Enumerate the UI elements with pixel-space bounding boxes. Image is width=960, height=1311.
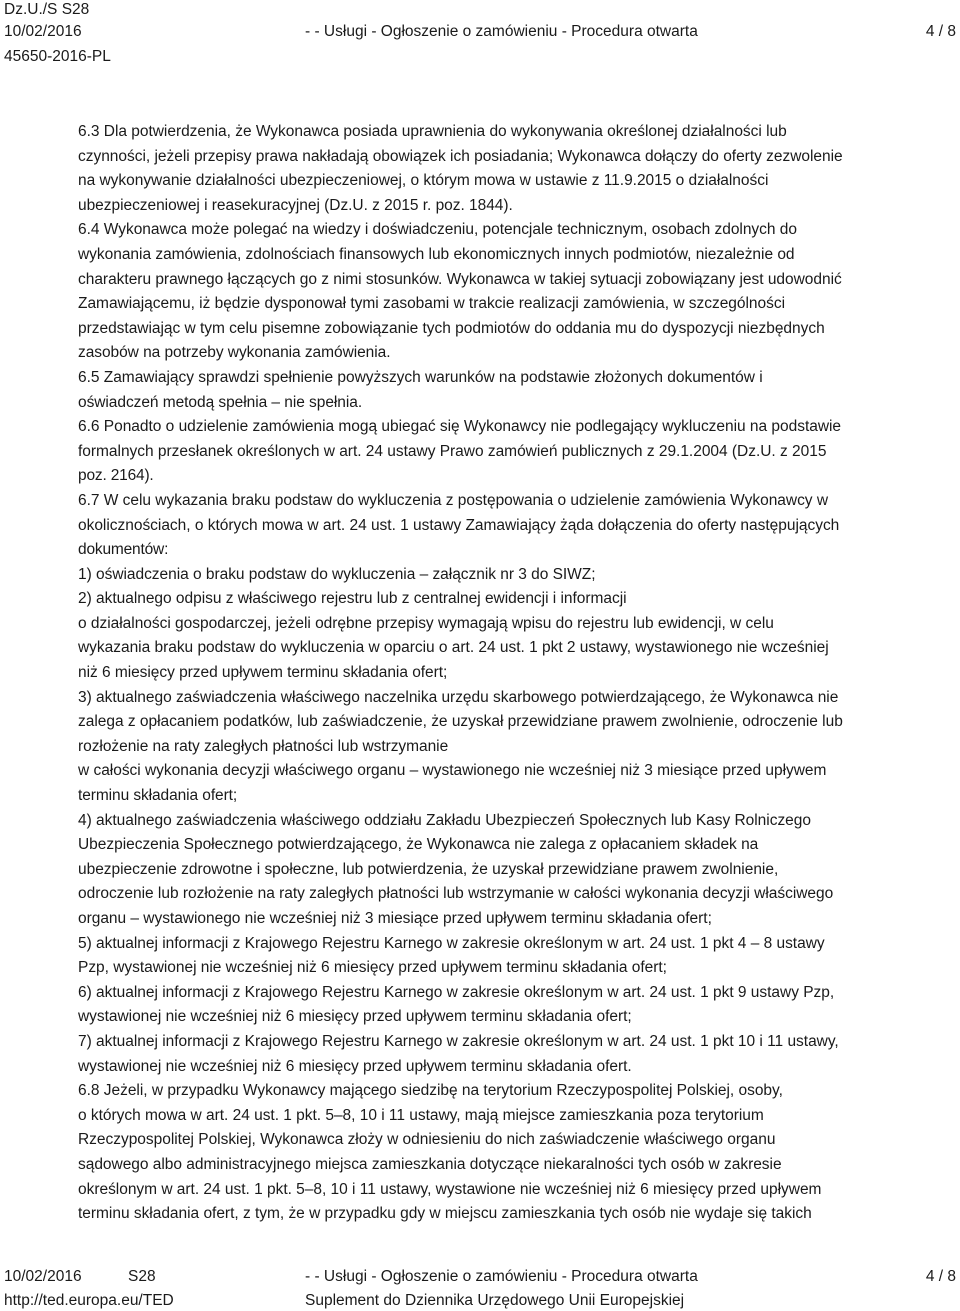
body-line: 6.3 Dla potwierdzenia, że Wykonawca posiada uprawnienia do wykonywania określonej działalności lub (78, 123, 787, 140)
footer-title: - - Usługi - Ogłoszenie o zamówieniu - Procedura otwarta (305, 1268, 698, 1285)
body-line: charakteru prawnego łączących go z nimi stosunków. Wykonawca w takiej sytuacji zobowiązany jest udowodnić (78, 270, 842, 288)
header-date: 10/02/2016 (4, 23, 82, 40)
body-line: odroczenie lub rozłożenie na raty zaległych płatności lub wstrzymanie w całości wykonania decyzji właściwego (78, 885, 834, 903)
doc-ref: Dz.U./S S28 (4, 1, 90, 18)
body-line: zalega z opłacaniem podatków, lub zaświadczenie, że uzyskał przewidziane prawem zwolnienie, odroczenie lub (78, 713, 843, 731)
body-line: Rzeczypospolitej Polskiej, Wykonawca złoży w odniesieniu do nich zaświadczenie właściwego organu (78, 1131, 776, 1149)
body-line: 5) aktualnej informacji z Krajowego Rejestru Karnego w zakresie określonym w art. 24 ust. 1 pkt 4 – 8 ustawy (78, 934, 825, 952)
body-line: formalnych przesłanek określonych w art. 24 ustawy Prawo zamówień publicznych z 29.1.2004 (Dz.U. z 2015 (78, 442, 827, 460)
body-line: 6.8 Jeżeli, w przypadku Wykonawcy mającego siedzibę na terytorium Rzeczypospolitej Polskiej, osoby, (78, 1082, 783, 1100)
document-body (78, 120, 960, 1227)
footer-supplement: Suplement do Dziennika Urzędowego Unii Europejskiej (305, 1292, 685, 1309)
body-line: Ubezpieczenia Społecznego potwierdzającego, że Wykonawca nie zalega z opłacaniem składek na (78, 836, 759, 854)
body-line: o których mowa w art. 24 ust. 1 pkt. 5–8, 10 i 11 ustawy, mają miejsce zamieszkania poza terytorium (78, 1106, 764, 1124)
notice-id: 45650-2016-PL (4, 48, 111, 65)
body-line: 6.6 Ponadto o udzielenie zamówienia mogą ubiegać się Wykonawcy nie podlegający wykluczeniu na podstawie (78, 418, 842, 436)
footer-code: S28 (128, 1268, 156, 1285)
body-line: wystawionej nie wcześniej niż 6 miesięcy przed upływem terminu składania ofert. (78, 1057, 632, 1075)
body-line: niż 6 miesięcy przed upływem terminu składania ofert; (78, 664, 448, 682)
body-line: 6.4 Wykonawca może polegać na wiedzy i doświadczeniu, potencjale technicznym, osobach zdolnych do (78, 221, 797, 239)
body-line: wykonania zamówienia, zdolnościach finansowych lub ekonomicznych innych podmiotów, niezależnie od (78, 245, 795, 263)
body-line: na wykonywanie działalności ubezpieczeniowej, o którym mowa w ustawie z 11.9.2015 o działalności (78, 172, 769, 190)
body-line: ubezpieczeniowej i reasekuracyjnej (Dz.U. z 2015 r. poz. 1844). (78, 196, 513, 214)
header-title: - - Usługi - Ogłoszenie o zamówieniu - Procedura otwarta (305, 23, 698, 40)
body-line: określonym w art. 24 ust. 1 pkt. 5–8, 10 i 11 ustawy, wystawione nie wcześniej niż 6 miesięcy przed upływem (78, 1180, 822, 1198)
footer-url[interactable]: http://ted.europa.eu/TED (4, 1292, 174, 1309)
body-line: 3) aktualnego zaświadczenia właściwego naczelnika urzędu skarbowego potwierdzającego, że Wykonawca nie (78, 688, 839, 706)
body-line: wystawionej nie wcześniej niż 6 miesięcy przed upływem terminu składania ofert; (78, 1008, 632, 1026)
body-line: w całości wykonania decyzji właściwego organu – wystawionego nie wcześniej niż 3 miesiące przed upływem (78, 762, 827, 780)
body-line: sądowego albo administracyjnego miejsca zamieszkania dotyczące niekaralności tych osób w zakresie (78, 1155, 782, 1173)
body-line: zasobów na potrzeby wykonania zamówienia. (78, 344, 391, 362)
body-line: 2) aktualnego odpisu z właściwego rejestru lub z centralnej ewidencji i informacji (78, 590, 627, 608)
footer-page-number: 4 / 8 (925, 1268, 956, 1285)
body-line: poz. 2164). (78, 467, 154, 485)
body-line: 1) oświadczenia o braku podstaw do wykluczenia – załącznik nr 3 do SIWZ; (78, 565, 596, 583)
body-line: rozłożenie na raty zaległych płatności lub wstrzymanie (78, 737, 449, 755)
body-line: o działalności gospodarczej, jeżeli odrębne przepisy wymagają wpisu do rejestru lub ewidencji, w celu (78, 614, 774, 632)
body-line: Zamawiającemu, iż będzie dysponował tymi zasobami w trakcie realizacji zamówienia, w szczególności (78, 295, 786, 313)
body-line: wykazania braku podstaw do wykluczenia w oparciu o art. 24 ust. 1 pkt 2 ustawy, wystawionego nie wcześniej (78, 639, 829, 657)
body-line: ubezpieczenie zdrowotne i społeczne, lub potwierdzenia, że uzyskał przewidziane prawem zwolnienie, (78, 860, 779, 878)
body-line: 7) aktualnej informacji z Krajowego Rejestru Karnego w zakresie określonym w art. 24 ust. 1 pkt 10 i 11 ustawy, (78, 1032, 839, 1050)
body-line: przedstawiając w tym celu pisemne zobowiązanie tych podmiotów do oddania mu do dyspozycji niezbędnych (78, 319, 825, 337)
body-line: okolicznościach, o których mowa w art. 24 ust. 1 ustawy Zamawiający żąda dołączenia do oferty następujących (78, 516, 840, 534)
footer-date: 10/02/2016 (4, 1268, 82, 1285)
body-line: 6.7 W celu wykazania braku podstaw do wykluczenia z postępowania o udzielenie zamówienia Wykonawcy w (78, 491, 828, 509)
body-line: Pzp, wystawionej nie wcześniej niż 6 miesięcy przed upływem terminu składania ofert; (78, 959, 667, 977)
body-line: terminu składania ofert; (78, 787, 238, 805)
body-line: organu – wystawionego nie wcześniej niż 3 miesiące przed upływem terminu składania ofert; (78, 910, 712, 927)
body-line: czynności, jeżeli przepisy prawa nakładają obowiązek ich posiadania; Wykonawca dołączy do oferty zezwolenie (78, 147, 843, 165)
header-page-number: 4 / 8 (925, 23, 956, 40)
body-line: 6.5 Zamawiający sprawdzi spełnienie powyższych warunków na podstawie złożonych dokumentów i (78, 368, 763, 386)
body-line: 4) aktualnego zaświadczenia właściwego oddziału Zakładu Ubezpieczeń Społecznych lub Kasy Rolniczego (78, 811, 811, 829)
body-line: dokumentów: (78, 541, 169, 559)
body-line: oświadczeń metodą spełnia – nie spełnia. (78, 393, 363, 411)
body-line: terminu składania ofert, z tym, że w przypadku gdy w miejscu zamieszkania tych osób nie wydaje się takich (78, 1205, 812, 1223)
body-line: 6) aktualnej informacji z Krajowego Rejestru Karnego w zakresie określonym w art. 24 ust. 1 pkt 9 ustawy Pzp, (78, 983, 835, 1001)
